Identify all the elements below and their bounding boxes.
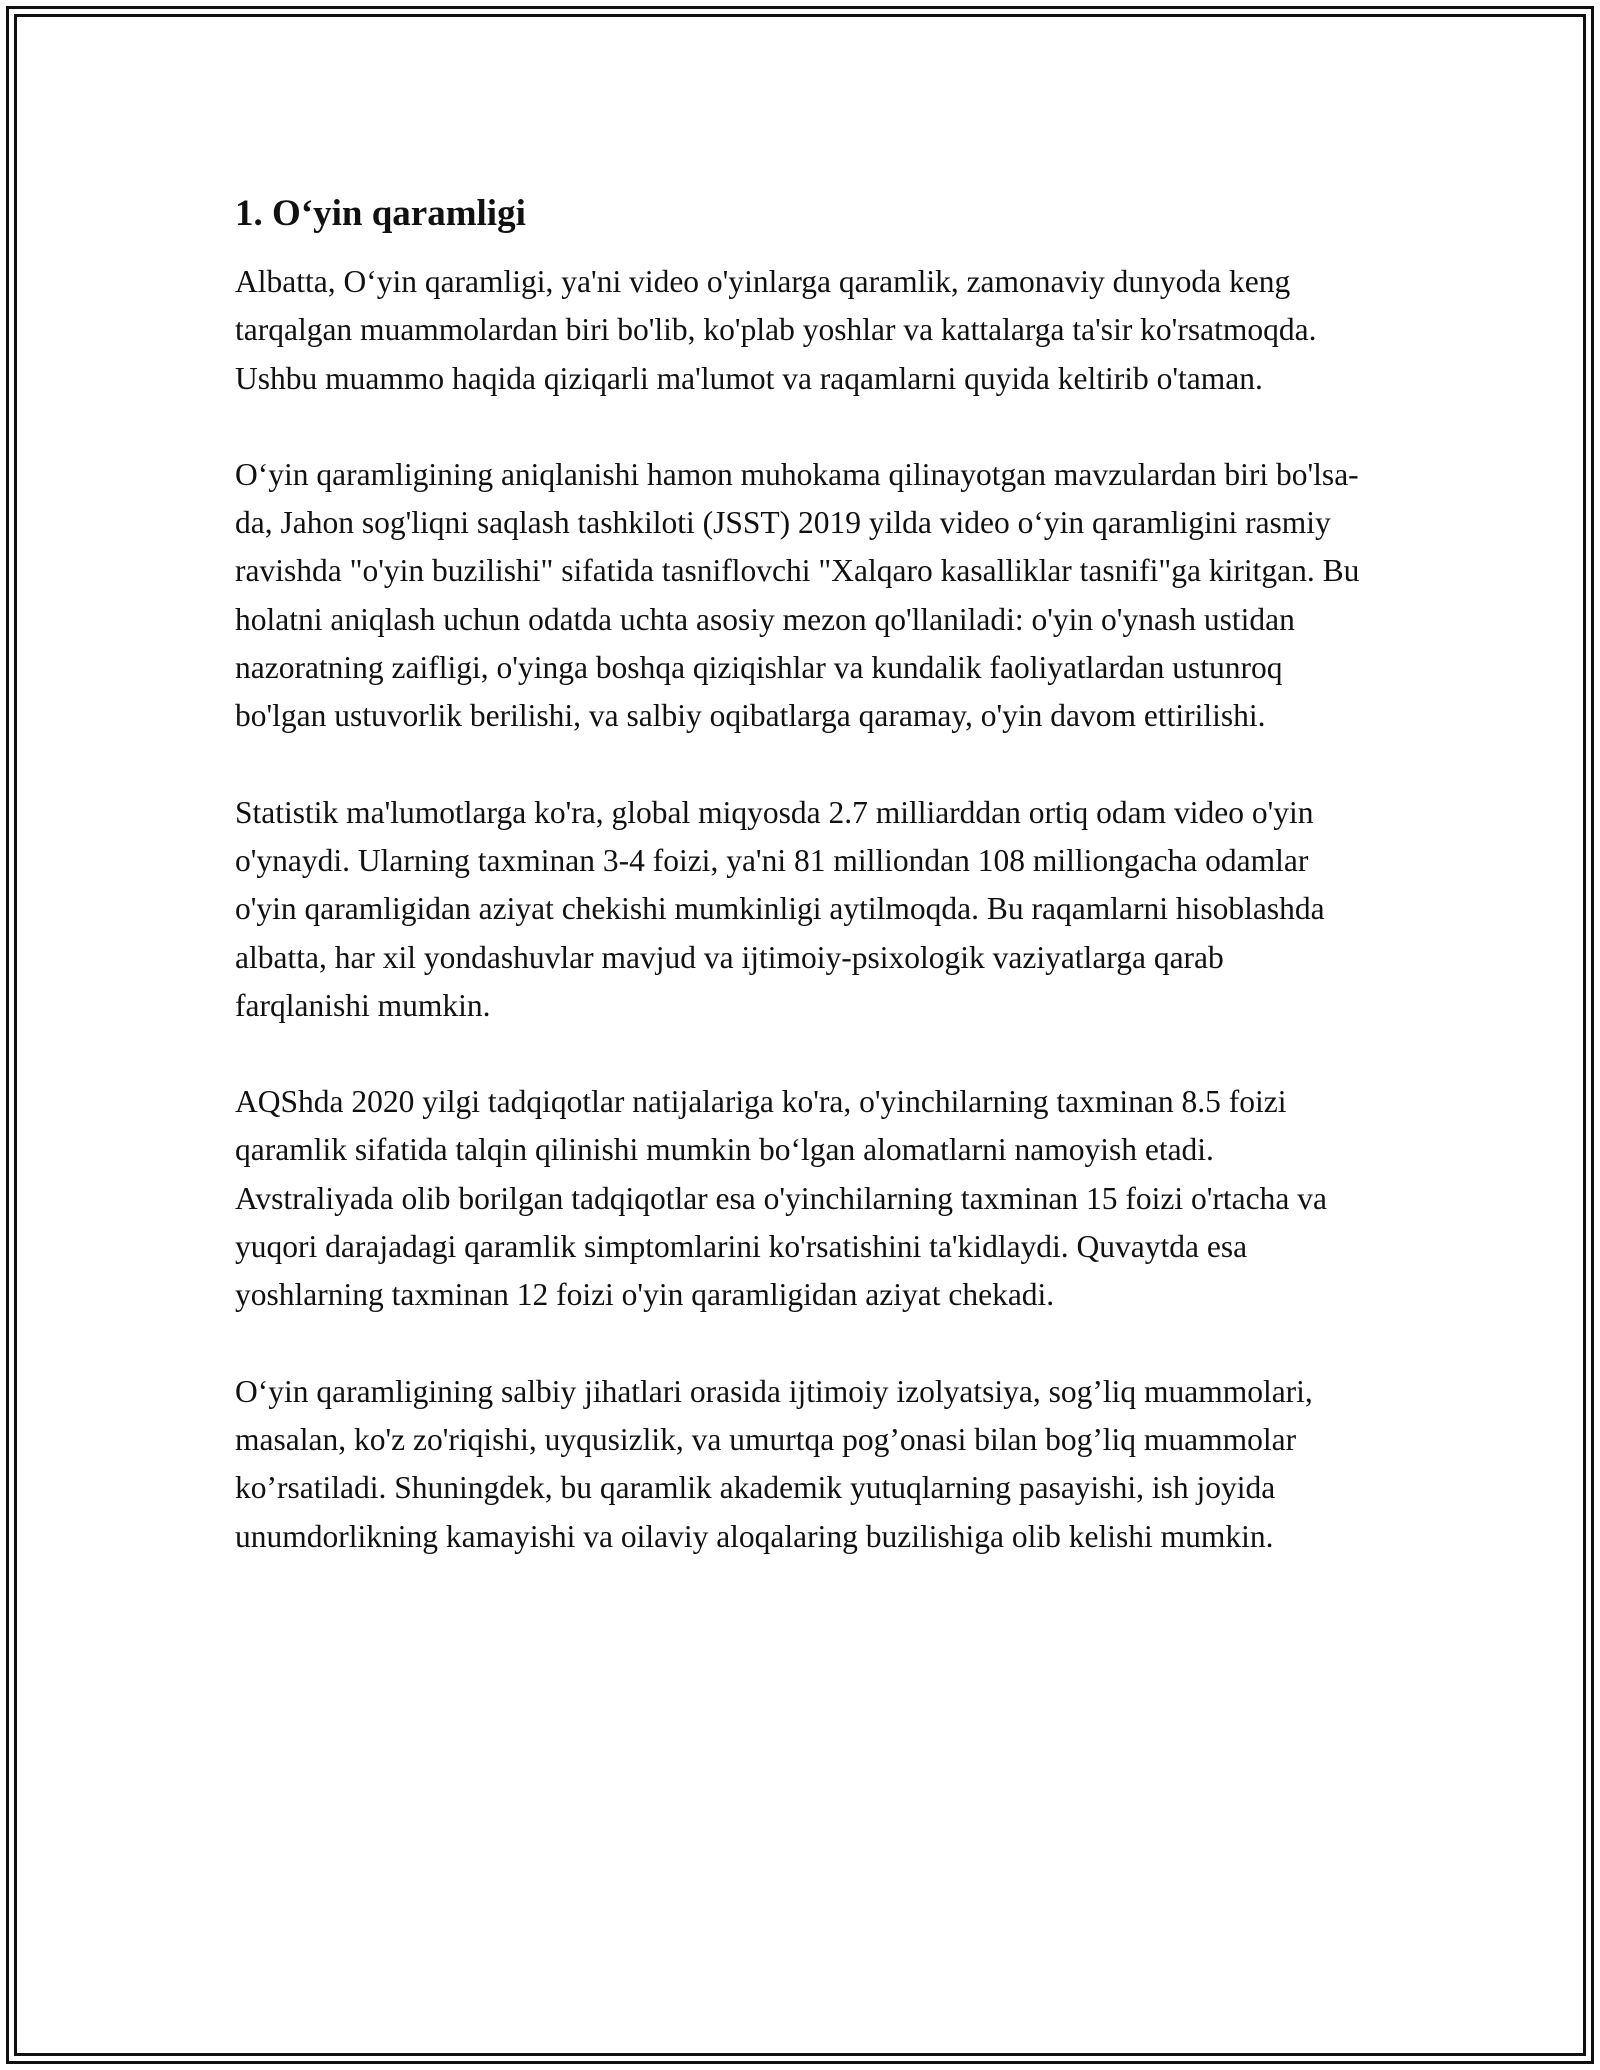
section-heading: 1. O‘yin qaramligi <box>235 193 526 234</box>
paragraph-negative-effects: O‘yin qaramligining salbiy jihatlari orasida ijtimoiy izolyatsiya, sog’liq muammolari, masalan, ko'z zo'riqishi, uyqusizlik, va umurtqa pog’onasi bilan bog’liq muammolar ko’rsatiladi. Shuningdek, bu qaramlik akademik yutuqlarning pasayishi, ish joyida unumdorlikning kamayishi va oilaviy aloqalaring buzilishiga olib kelishi mumkin. <box>235 1373 1313 1554</box>
paragraph-statistics: Statistik ma'lumotlarga ko'ra, global miqyosda 2.7 milliarddan ortiq odam video o'yin o'ynaydi. Ularning taxminan 3-4 foizi, ya'ni 81 milliondan 108 milliongacha odamlar o'yin qaramligidan aziyat chekishi mumkinligi aytilmoqda. Bu raqamlarni hisoblashda albatta, har xil yondashuvlar mavjud va ijtimoiy-psixologik vaziyatlarga qarab farqlanishi mumkin. <box>235 794 1325 1023</box>
paragraph-country-studies: AQShda 2020 yilgi tadqiqotlar natijalariga ko'ra, o'yinchilarning taxminan 8.5 foizi qaramlik sifatida talqin qilinishi mumkin bo‘lgan alomatlarni namoyish etadi. Avstraliyada olib borilgan tadqiqotlar esa o'yinchilarning taxminan 15 foizi o'rtacha va yuqori darajadagi qaramlik simptomlarini ko'rsatishini ta'kidlaydi. Quvaytda esa yoshlarning taxminan 12 foizi o'yin qaramligidan aziyat chekadi. <box>235 1084 1327 1313</box>
paragraph-definition: O‘yin qaramligining aniqlanishi hamon muhokama qilinayotgan mavzulardan biri bo'lsa-da, Jahon sog'liqni saqlash tashkiloti (JSST) 2019 yilda video o‘yin qaramligini rasmiy ravishda "o'yin buzilishi" sifatida tasniflovchi "Xalqaro kasalliklar tasnifi"ga kiritgan. Bu holatni aniqlash uchun odatda uchta asosiy mezon qo'llaniladi: o'yin o'ynash ustidan nazoratning zaifligi, o'yinga boshqa qiziqishlar va kundalik faoliyatlardan ustunroq bo'lgan ustuvorlik berilishi, va salbiy oqibatlarga qaramay, o'yin davom ettirilishi. <box>235 456 1360 734</box>
document-body <box>235 190 1365 1609</box>
paragraph-intro: Albatta, O‘yin qaramligi, ya'ni video o'yinlarga qaramlik, zamonaviy dunyoda keng tarqalgan muammolardan biri bo'lib, ko'plab yoshlar va kattalarga ta'sir ko'rsatmoqda. Ushbu muammo haqida qiziqarli ma'lumot va raqamlarni quyida keltirib o'taman. <box>235 264 1317 396</box>
